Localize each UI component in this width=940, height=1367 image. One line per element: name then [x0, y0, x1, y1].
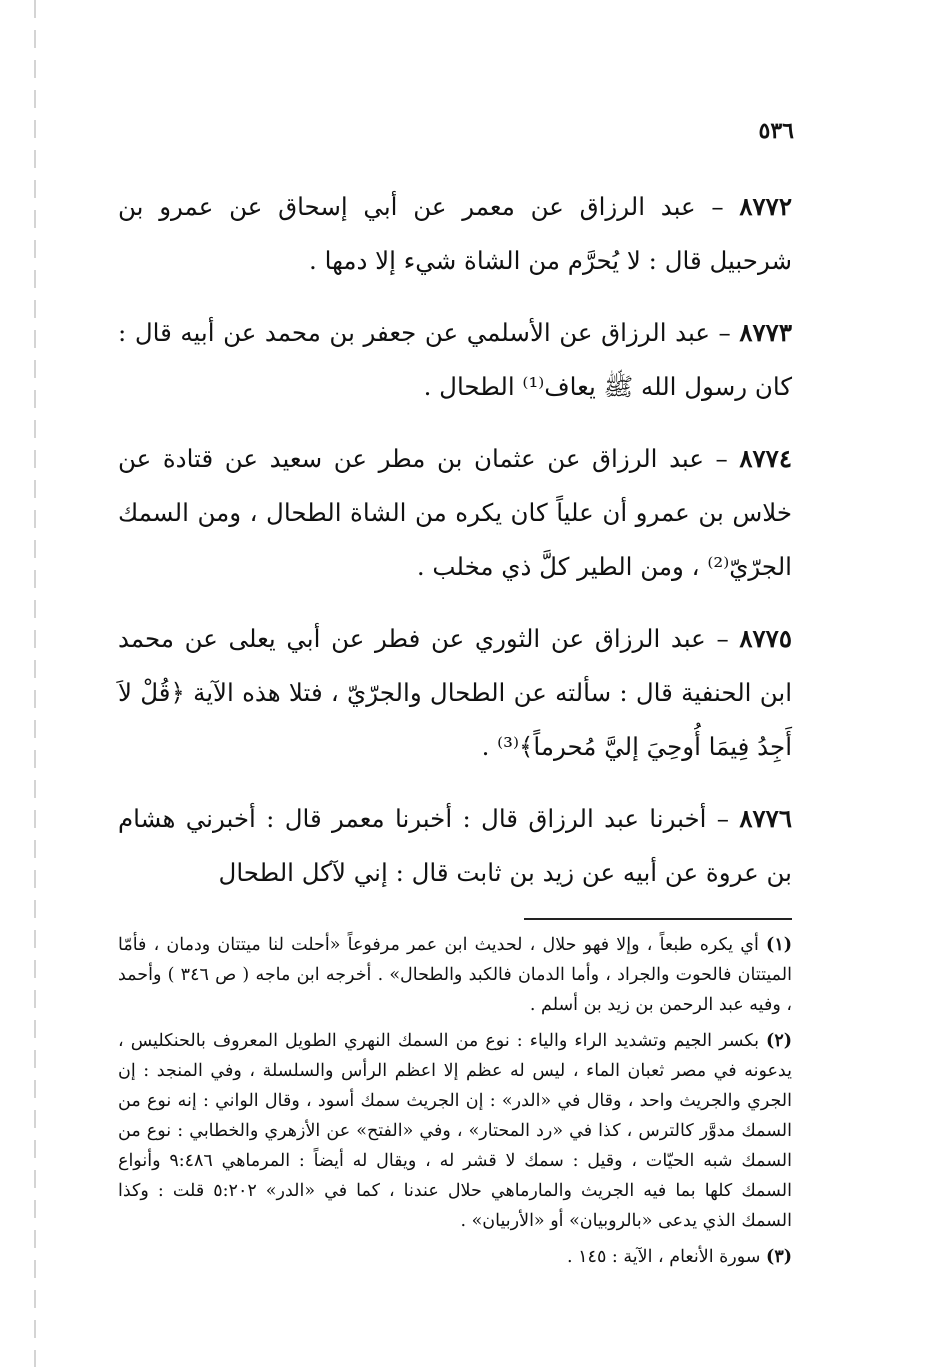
footnote-3 — [118, 1242, 792, 1272]
hadith-8774 — [118, 432, 792, 594]
footnote-text: سورة الأنعام ، الآية : ١٤٥ . — [567, 1247, 767, 1267]
hadith-number: ٨٧٧٦ — [739, 804, 792, 833]
hadith-number: ٨٧٧٤ — [739, 444, 792, 473]
hadith-8775 — [118, 612, 792, 774]
footnote-divider — [524, 918, 792, 920]
hadith-8773 — [118, 306, 792, 414]
footnote-2 — [118, 1026, 792, 1236]
footnote-number: (١) — [766, 935, 792, 955]
footnote-text: أي يكره طبعاً ، وإلا فهو حلال ، لحديث ابن عمر مرفوعاً «أحلت لنا ميتتان ودمان ، فأمّا الميتتان فالحوت والجراد ، وأما الدمان فالكبد والطحال» . أخرجه ابن ماجه ( ص ٣٤٦ ) وأحمد ، وفيه عبد الرحمن بن زيد بن أسلم . — [118, 935, 792, 1015]
footnote-1 — [118, 930, 792, 1020]
footnote-number: (٣) — [766, 1247, 792, 1267]
hadith-number: ٨٧٧٣ — [739, 318, 792, 347]
hadith-text: – عبد الرزاق عن عثمان بن مطر عن سعيد عن قتادة عن خلاس بن عمرو أن علياً كان يكره من الشاة الطحال ، ومن السمك الجرّيّ⁽²⁾ ، ومن الطير كلَّ ذي مخلب . — [118, 444, 792, 581]
hadith-text: – أخبرنا عبد الرزاق قال : أخبرنا معمر قال : أخبرني هشام بن عروة عن أبيه عن زيد بن ثابت قال : إني لآكل الطحال — [118, 804, 792, 887]
hadith-8772 — [118, 180, 792, 288]
page-number: ٥٣٦ — [758, 118, 794, 144]
hadith-number: ٨٧٧٢ — [739, 192, 792, 221]
hadith-8776 — [118, 792, 792, 900]
hadith-number: ٨٧٧٥ — [739, 624, 792, 653]
hadith-text: – عبد الرزاق عن الأسلمي عن جعفر بن محمد عن أبيه قال : كان رسول الله ﷺ يعاف⁽¹⁾ الطحال . — [118, 318, 792, 401]
scan-margin-line — [34, 0, 36, 1367]
book-page — [118, 118, 792, 1278]
footnotes — [118, 930, 792, 1272]
hadith-text: – عبد الرزاق عن معمر عن أبي إسحاق عن عمرو بن شرحبيل قال : لا يُحرَّم من الشاة شيء إلا دمها . — [118, 192, 792, 275]
hadith-text: – عبد الرزاق عن الثوري عن فطر عن أبي يعلى عن محمد ابن الحنفية قال : سألته عن الطحال والجرّيّ ، فتلا هذه الآية ﴿قُلْ لاَ أَجِدُ فِيمَا أُوحِيَ إليَّ مُحرماً﴾⁽³⁾ . — [118, 624, 792, 761]
footnote-text: بكسر الجيم وتشديد الراء والياء : نوع من السمك النهري الطويل المعروف بالحنكليس ، يدعونه في مصر ثعبان الماء ، ليس له عظم إلا اعظم الرأس والسلسلة ، وفي المنجد : إن الجري والجريث واحد ، وقال في «الدر» : إن الجريث سمك أسود ، وقال الواني : إنه نوع من السمك مدوَّر كالترس ، كذا في «رد المحتار» ، وفي «الفتح» عن الأزهري والخطابي : نوع من السمك شبه الحيّات ، وقيل : سمك لا قشر له ، ويقال له أيضاً : المرماهي ٩:٤٨٦ وأنواع السمك كلها بما فيه الجريث والمارماهي حلال عندنا ، كما في «الدر» ٥:٢٠٢ قلت : وكذا السمك الذي يدعى «بالروبيان» أو «الأربيان» . — [118, 1031, 792, 1231]
footnote-number: (٢) — [766, 1031, 792, 1051]
